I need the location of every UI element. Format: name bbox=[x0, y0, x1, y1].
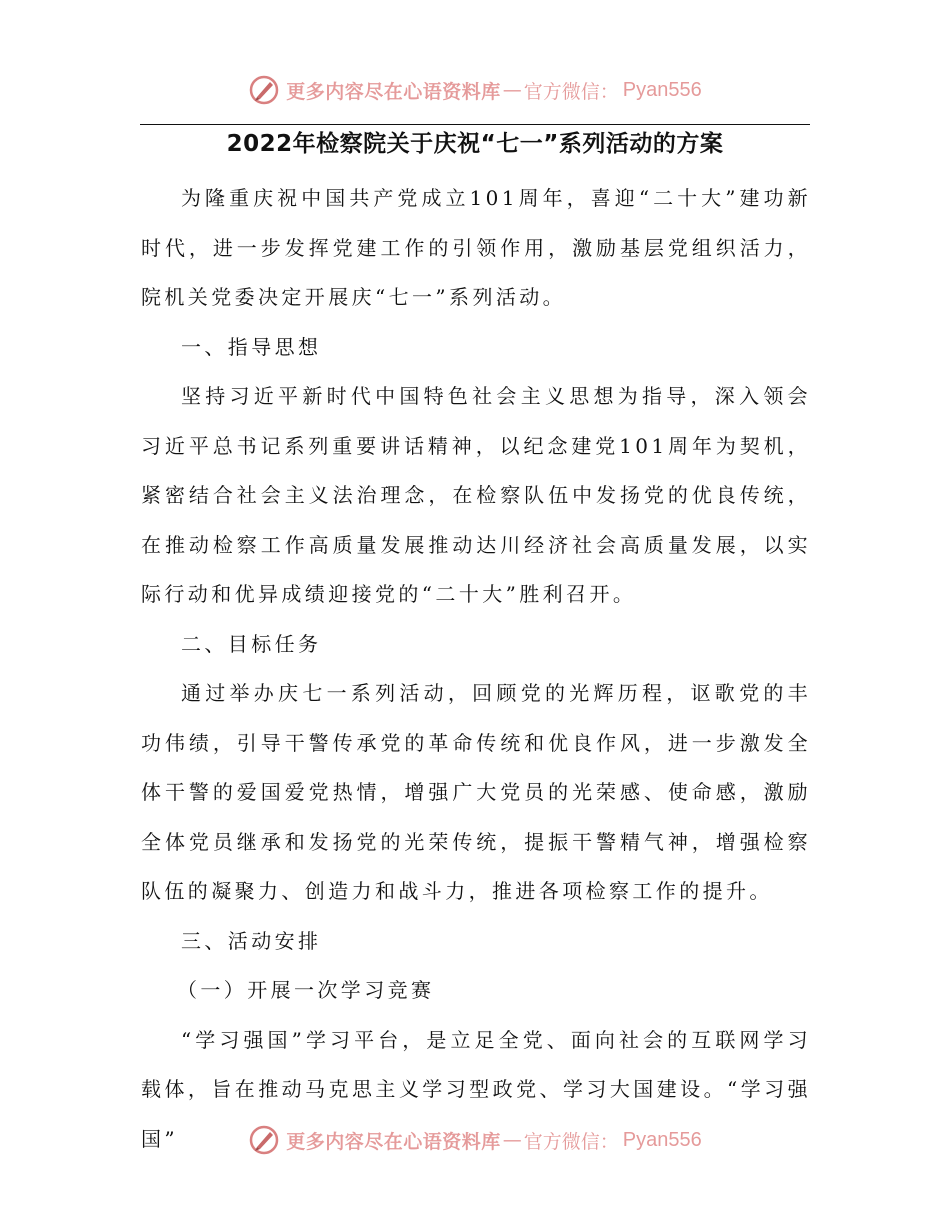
watermark-wechat-label: 官方微信： bbox=[523, 80, 619, 103]
watermark-dash: — bbox=[502, 1129, 522, 1151]
watermark-dash: — bbox=[502, 79, 522, 101]
watermark-wechat-label: 官方微信： bbox=[523, 1130, 619, 1153]
pen-seal-icon bbox=[248, 1124, 280, 1156]
paragraph-guiding-ideology: 坚持习近平新时代中国特色社会主义思想为指导，深入领会习近平总书记系列重要讲话精神，以纪念建党101周年为契机，紧密结合社会主义法治理念，在检察队伍中发扬党的优良传统，在推动检察工作高质量发展推动达川经济社会高质量发展，以实际行动和优异成绩迎接党的“二十大”胜利召开。 bbox=[141, 384, 811, 606]
section-heading-objectives: 二、目标任务 bbox=[181, 631, 322, 656]
paragraph-intro: 为隆重庆祝中国共产党成立101周年，喜迎“二十大”建功新时代，进一步发挥党建工作的引领作用，激励基层党组织活力，院机关党委决定开展庆“七一”系列活动。 bbox=[141, 186, 811, 309]
section-heading-guiding-ideology: 一、指导思想 bbox=[181, 334, 322, 359]
watermark-wechat-account: Pyan556 bbox=[622, 1128, 702, 1151]
document-title: 2022年检察院关于庆祝“七一”系列活动的方案 bbox=[226, 131, 724, 157]
section-heading-activities: 三、活动安排 bbox=[181, 928, 322, 953]
pen-seal-icon bbox=[248, 74, 280, 106]
header-divider bbox=[140, 124, 810, 125]
subsection-heading-study-contest: （一）开展一次学习竞赛 bbox=[177, 978, 435, 1002]
document-body bbox=[141, 174, 811, 1164]
footer-watermark-banner bbox=[0, 1118, 950, 1162]
paragraph-objectives: 通过举办庆七一系列活动，回顾党的光辉历程，讴歌党的丰功伟绩，引导干警传承党的革命传统和优良作风，进一步激发全体干警的爱国爱党热情，增强广大党员的光荣感、使命感，激励全体党员继承和发扬党的光荣传统，提振干警精气神，增强检察队伍的凝聚力、创造力和战斗力，推进各项检察工作的提升。 bbox=[141, 681, 811, 903]
watermark-wechat-account: Pyan556 bbox=[622, 78, 702, 101]
watermark-site-text: 更多内容尽在心语资料库 bbox=[286, 80, 501, 103]
paragraph-study-contest: “学习强国”学习平台，是立足全党、面向社会的互联网学习载体，旨在推动马克思主义学习型政党、学习大国建设。“学习强国” bbox=[141, 1027, 811, 1151]
header-watermark-banner bbox=[0, 68, 950, 112]
watermark-site-text: 更多内容尽在心语资料库 bbox=[286, 1130, 501, 1153]
